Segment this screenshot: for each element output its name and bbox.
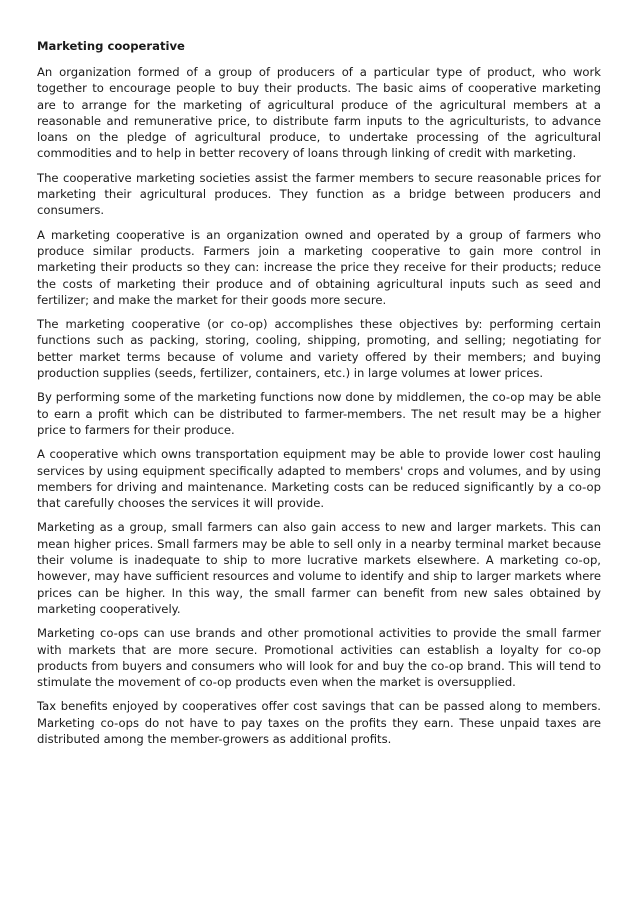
paragraph-brands: Marketing co-ops can use brands and other promotional activities to provide the small farmer with markets that are more secure. Promotional activities can establish a loyalty for co-op products from buyers and consumers who will look for and buy the co-op brand. This will tend to stimulate the movement of co-op products even when the market is oversupplied. [37, 626, 601, 690]
paragraph-organization: A marketing cooperative is an organization owned and operated by a group of farmers who produce similar products. Farmers join a marketing cooperative to gain more control in marketing their products so they can: increase the price they receive for their products; reduce the costs of marketing their produce and of obtaining agricultural inputs such as seed and fertilizer; and make the market for their goods more secure. [37, 227, 601, 307]
paragraph-markets: Marketing as a group, small farmers can also gain access to new and larger markets. This can mean higher prices. Small farmers may be able to sell only in a nearby terminal market because their volume is inadequate to ship to more lucrative markets elsewhere. A marketing co-op, however, may have sufficient resources and volume to identify and ship to larger markets where prices can be higher. In this way, the small farmer can benefit from new sales obtained by marketing cooperatively. [37, 520, 601, 616]
paragraph-tax-benefits: Tax benefits enjoyed by cooperatives offer cost savings that can be passed along to members. Marketing co-ops do not have to pay taxes on the profits they earn. These unpaid taxes are distributed among the member-growers as additional profits. [37, 699, 601, 746]
paragraph-definition: An organization formed of a group of producers of a particular type of product, who work together to encourage people to buy their products. The basic aims of cooperative marketing are to arrange for the marketing of agricultural produce of the agricultural members at a reasonable and remunerative price, to distribute farm inputs to the agriculturists, to advance loans on the pledge of agricultural produce, to undertake processing of the agricultural commodities and to help in better recovery of loans through linking of credit with marketing. [37, 65, 601, 161]
paragraph-objectives: The marketing cooperative (or co-op) accomplishes these objectives by: performing certain functions such as packing, storing, cooling, shipping, promoting, and selling; negotiating for better market terms because of volume and variety offered by their members; and buying production supplies (seeds, fertilizer, containers, etc.) in large volumes at lower prices. [37, 317, 601, 381]
paragraph-transportation: A cooperative which owns transportation equipment may be able to provide lower cost hauling services by using equipment specifically adapted to members' crops and volumes, and by using members for driving and maintenance. Marketing costs can be reduced significantly by a co-op that carefully chooses the services it will provide. [37, 447, 601, 511]
document-title: Marketing cooperative [37, 39, 185, 53]
paragraph-societies: The cooperative marketing societies assist the farmer members to secure reasonable prices for marketing their agricultural produces. They function as a bridge between producers and consumers. [37, 170, 601, 218]
document-page [37, 38, 601, 755]
paragraph-middlemen: By performing some of the marketing functions now done by middlemen, the co-op may be able to earn a profit which can be distributed to farmer-members. The net result may be a higher price to farmers for their produce. [37, 390, 601, 437]
